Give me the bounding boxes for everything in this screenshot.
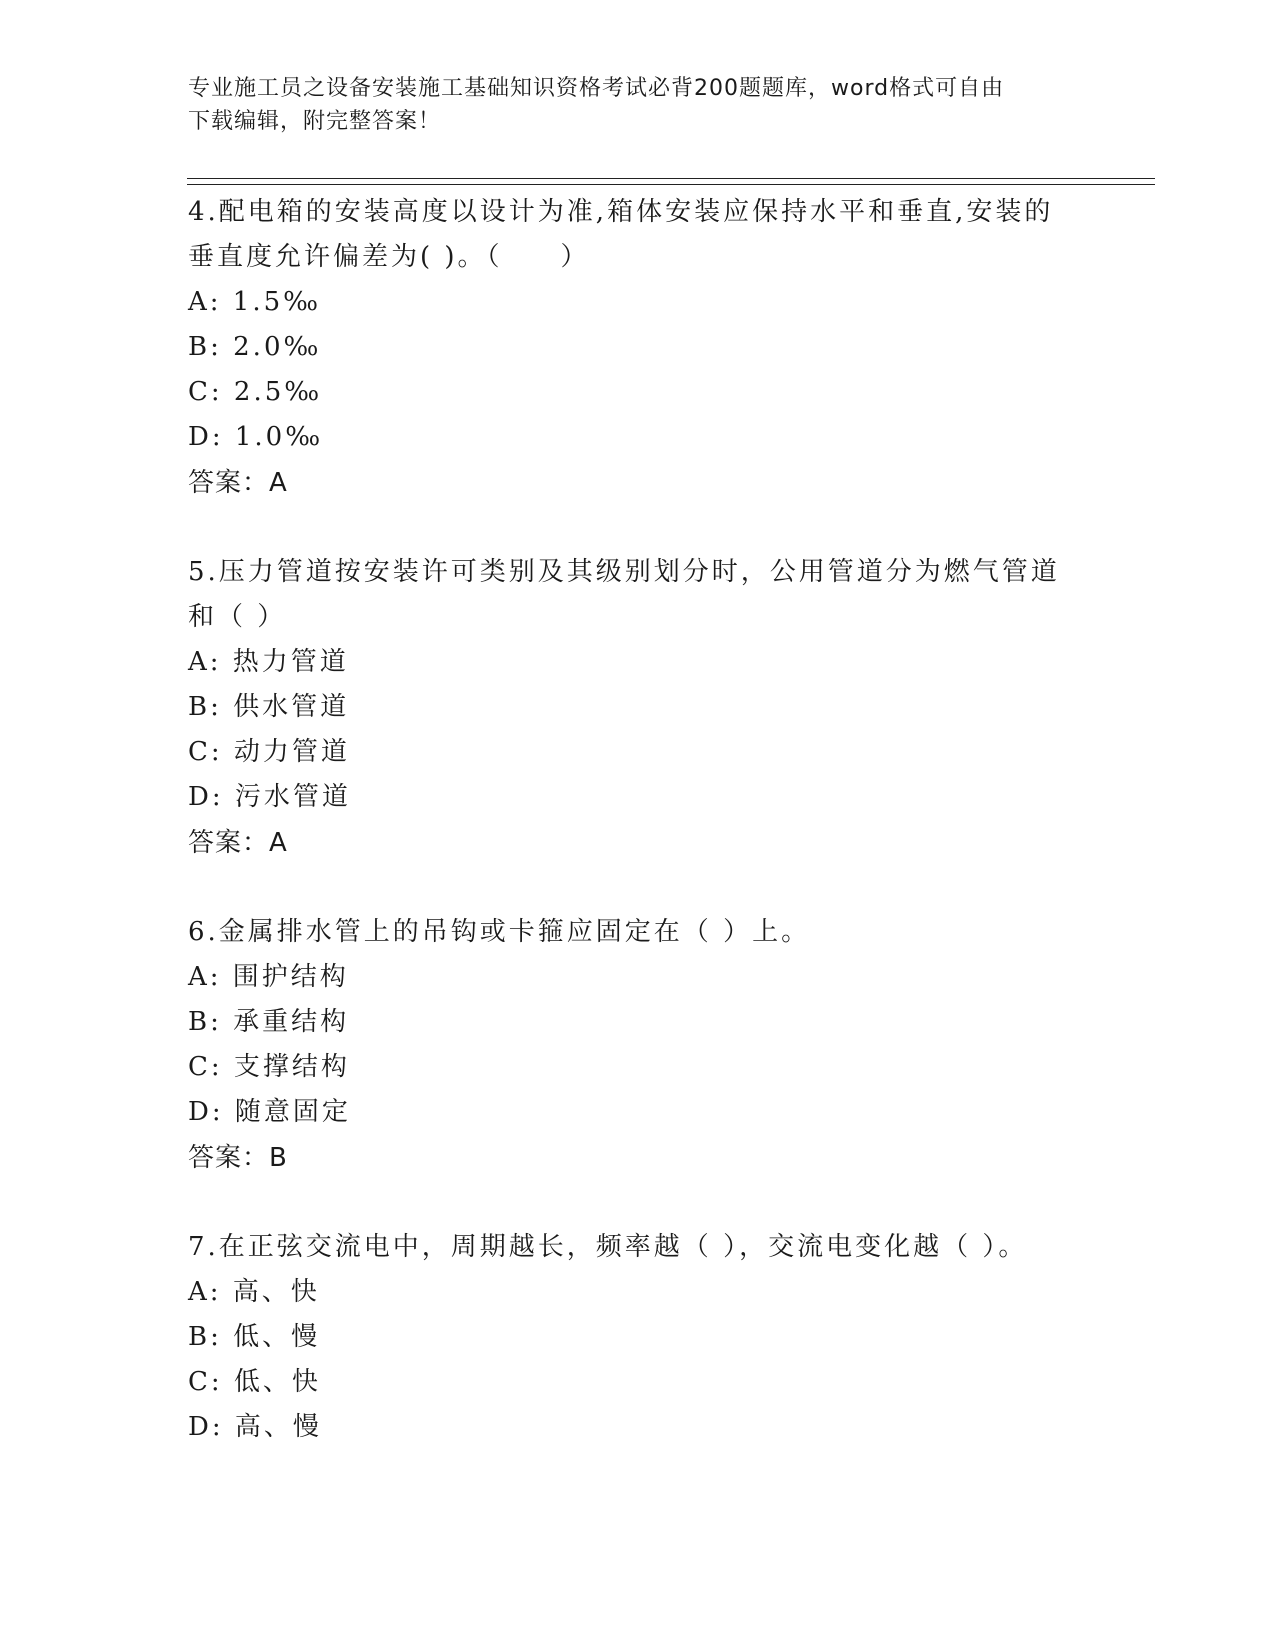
option-c: C: 低、快 [188, 1367, 321, 1397]
option-d: D: 随意固定 [188, 1097, 351, 1127]
header-line-2: 下载编辑，附完整答案！ [188, 109, 442, 134]
option-a: A: 1.5‰ [188, 287, 322, 317]
option-a: A: 高、快 [188, 1277, 320, 1307]
option-d: D: 1.0‰ [188, 422, 324, 452]
option-b: B: 低、慢 [188, 1322, 321, 1352]
header-divider-bottom [187, 184, 1155, 185]
question-text: 4.配电箱的安装高度以设计为准,箱体安装应保持水平和垂直,安装的 [188, 197, 1054, 227]
option-b: B: 承重结构 [188, 1007, 350, 1037]
question-list [188, 190, 1088, 1494]
option-c: C: 支撑结构 [188, 1052, 350, 1082]
answer-key: 答案：B [188, 1143, 288, 1173]
question-4 [188, 190, 1088, 506]
option-d: D: 高、慢 [188, 1412, 322, 1442]
option-d: D: 污水管道 [188, 782, 351, 812]
header-line-1: 专业施工员之设备安装施工基础知识资格考试必背200题题库，word格式可自由 [188, 76, 1005, 101]
option-b: B: 2.0‰ [188, 332, 322, 362]
option-c: C: 动力管道 [188, 737, 350, 767]
header-divider-top [187, 178, 1155, 179]
answer-key: 答案：A [188, 468, 288, 498]
question-text: 5.压力管道按安装许可类别及其级别划分时，公用管道分为燃气管道 [188, 557, 1060, 587]
document-header [188, 72, 1068, 138]
question-text-continued: 和（ ） [188, 602, 287, 632]
option-c: C: 2.5‰ [188, 377, 323, 407]
question-5 [188, 550, 1088, 866]
question-text-continued: 垂直度允许偏差为( )。（ ） [188, 242, 590, 272]
question-7 [188, 1225, 1088, 1450]
option-a: A: 热力管道 [188, 647, 349, 677]
question-6 [188, 910, 1088, 1181]
option-a: A: 围护结构 [188, 962, 349, 992]
option-b: B: 供水管道 [188, 692, 350, 722]
question-text: 7.在正弦交流电中，周期越长，频率越（ ），交流电变化越（ ）。 [188, 1232, 1028, 1262]
question-text: 6.金属排水管上的吊钩或卡箍应固定在（ ）上。 [188, 917, 811, 947]
answer-key: 答案：A [188, 828, 288, 858]
